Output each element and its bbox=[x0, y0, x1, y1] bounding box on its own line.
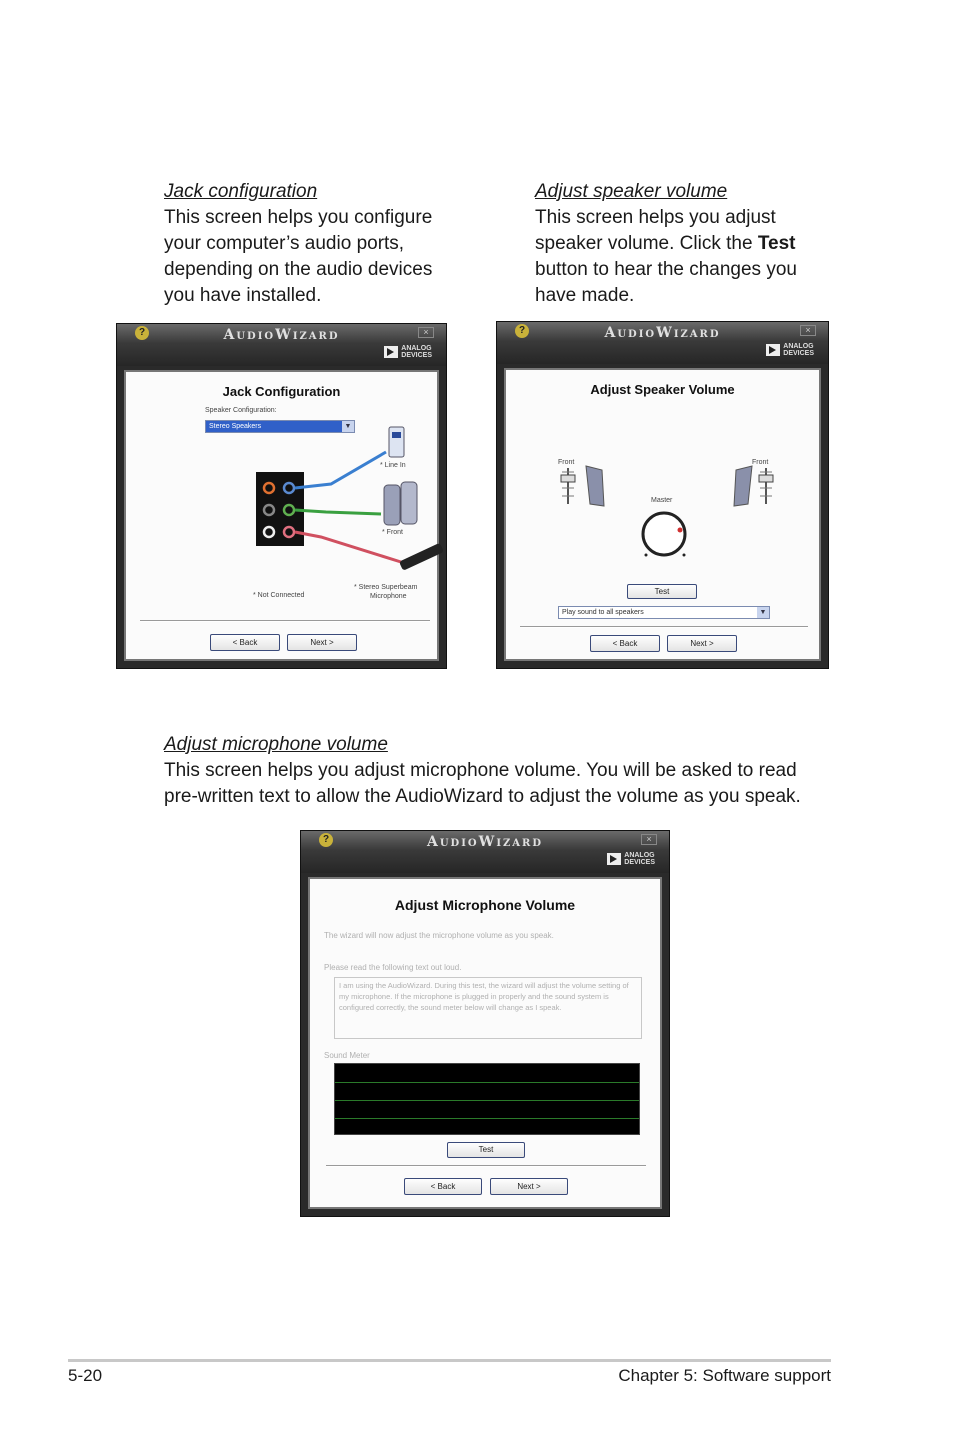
master-volume-knob[interactable] bbox=[643, 513, 686, 557]
logo-line-1: ANALOG bbox=[783, 343, 814, 350]
speaker-config-value: Stereo Speakers bbox=[209, 423, 262, 430]
meter-line bbox=[335, 1100, 639, 1101]
speaker-volume-window bbox=[496, 321, 829, 669]
logo-line-2: DEVICES bbox=[401, 352, 432, 359]
close-icon[interactable]: × bbox=[418, 327, 434, 338]
speaker-config-label: Speaker Configuration: bbox=[205, 407, 277, 414]
front-left-slider[interactable] bbox=[561, 468, 575, 504]
front-label: * Front bbox=[382, 529, 404, 536]
analog-devices-logo bbox=[607, 852, 655, 866]
analog-devices-logo-icon bbox=[384, 346, 398, 358]
title-bar bbox=[301, 831, 669, 873]
logo-line-2: DEVICES bbox=[624, 859, 655, 866]
window-content bbox=[504, 368, 821, 661]
test-emphasis: Test bbox=[757, 233, 796, 254]
speaker-volume-line-4: have made. bbox=[535, 285, 635, 306]
separator bbox=[326, 1165, 646, 1167]
line-in-cable bbox=[295, 452, 386, 488]
line-in-label: * Line In bbox=[380, 462, 406, 469]
read-text-box bbox=[334, 977, 642, 1039]
read-prompt-label: Please read the following text out loud. bbox=[324, 963, 462, 972]
chevron-down-icon: ▼ bbox=[342, 421, 354, 432]
title-bar bbox=[497, 322, 828, 364]
analog-devices-logo bbox=[766, 343, 814, 357]
close-icon[interactable]: × bbox=[800, 325, 816, 336]
window-content bbox=[124, 370, 439, 661]
speaker-right-icon bbox=[401, 482, 417, 524]
analog-devices-logo-icon bbox=[766, 344, 780, 356]
jack-configuration-line-4: you have installed. bbox=[164, 285, 322, 306]
separator bbox=[140, 620, 430, 622]
meter-line bbox=[335, 1082, 639, 1083]
read-text: I am using the AudioWizard. During this test, the wizard will adjust the volume setting of my microphone. If the microphone is plugged in properly and the sound system is configured correctly, the sound meter below will change as I speak. bbox=[339, 981, 629, 1012]
analog-devices-logo-icon bbox=[607, 853, 621, 865]
mic-volume-line-2: pre-written text to allow the AudioWizard to adjust the volume as you speak. bbox=[164, 786, 801, 807]
speaker-volume-title: Adjust speaker volume bbox=[535, 181, 728, 202]
chevron-down-icon: ▼ bbox=[757, 607, 769, 618]
next-button[interactable]: Next > bbox=[287, 634, 357, 651]
back-button[interactable]: < Back bbox=[590, 635, 660, 652]
page-number: 5-20 bbox=[68, 1366, 103, 1385]
window-content bbox=[308, 877, 662, 1209]
app-title: AudioWizard bbox=[223, 327, 340, 343]
speaker-left-icon bbox=[384, 485, 400, 525]
next-button[interactable]: Next > bbox=[490, 1178, 568, 1195]
microphone-bar-icon bbox=[399, 543, 444, 571]
mic-volume-window bbox=[300, 830, 670, 1217]
jack-configuration-line-3: depending on the audio devices bbox=[164, 259, 433, 280]
back-button[interactable]: < Back bbox=[210, 634, 280, 651]
master-label: Master bbox=[651, 497, 673, 504]
speaker-heading: Adjust Speaker Volume bbox=[590, 382, 735, 397]
speaker-volume-line-1: This screen helps you adjust bbox=[535, 207, 776, 228]
footer-rule bbox=[68, 1359, 831, 1362]
speaker-volume-controls bbox=[516, 460, 816, 570]
title-bar bbox=[117, 324, 446, 366]
close-icon[interactable]: × bbox=[641, 834, 657, 845]
chapter-title: Chapter 5: Software support bbox=[618, 1366, 831, 1385]
front-left-speaker-icon bbox=[586, 466, 604, 506]
speaker-volume-section bbox=[535, 179, 835, 309]
jack-configuration-line-2: your computer’s audio ports, bbox=[164, 233, 405, 254]
speaker-volume-line-2 bbox=[535, 231, 835, 257]
test-button[interactable]: Test bbox=[447, 1142, 525, 1158]
jack-configuration-line-1: This screen helps you configure bbox=[164, 207, 433, 228]
line-in-device-icon bbox=[389, 427, 404, 457]
help-icon[interactable]: ? bbox=[135, 326, 149, 340]
mic-intro-text: The wizard will now adjust the microphone volume as you speak. bbox=[324, 931, 554, 940]
front-right-label: Front bbox=[752, 459, 769, 466]
test-button[interactable]: Test bbox=[627, 584, 697, 599]
next-button[interactable]: Next > bbox=[667, 635, 737, 652]
meter-line bbox=[335, 1118, 639, 1119]
logo-line-1: ANALOG bbox=[624, 852, 655, 859]
app-title: AudioWizard bbox=[604, 325, 721, 341]
logo-line-2: DEVICES bbox=[783, 350, 814, 357]
sound-meter bbox=[334, 1063, 640, 1135]
front-left-label: Front bbox=[558, 459, 575, 466]
analog-devices-logo bbox=[384, 345, 432, 359]
play-sound-value: Play sound to all speakers bbox=[562, 609, 644, 616]
help-icon[interactable]: ? bbox=[515, 324, 529, 338]
not-connected-label: * Not Connected bbox=[253, 592, 305, 599]
front-right-speaker-icon bbox=[734, 466, 752, 506]
mic-volume-title: Adjust microphone volume bbox=[164, 734, 388, 755]
mic-volume-line-1: This screen helps you adjust microphone volume. You will be asked to read bbox=[164, 760, 797, 781]
jack-configuration-section bbox=[164, 179, 494, 309]
mic-cable bbox=[295, 532, 401, 562]
logo-line-1: ANALOG bbox=[401, 345, 432, 352]
sound-meter-label: Sound Meter bbox=[324, 1051, 370, 1060]
app-title: AudioWizard bbox=[426, 834, 544, 850]
mic-heading: Adjust Microphone Volume bbox=[394, 897, 576, 913]
back-button[interactable]: < Back bbox=[404, 1178, 482, 1195]
front-cable bbox=[295, 510, 381, 514]
mic-label-1: * Stereo Superbeam bbox=[354, 584, 418, 591]
speaker-volume-line-2-text: speaker volume. Click the bbox=[535, 233, 758, 254]
play-sound-select[interactable] bbox=[558, 606, 770, 619]
mic-label-2: Microphone bbox=[370, 593, 407, 600]
jack-heading: Jack Configuration bbox=[222, 384, 341, 399]
jack-configuration-title: Jack configuration bbox=[164, 181, 318, 202]
speaker-volume-line-3: button to hear the changes you bbox=[535, 259, 797, 280]
jack-configuration-window bbox=[116, 323, 447, 669]
help-icon[interactable]: ? bbox=[319, 833, 333, 847]
mic-volume-section bbox=[164, 732, 864, 810]
separator bbox=[520, 626, 808, 628]
front-right-slider[interactable] bbox=[759, 468, 773, 504]
